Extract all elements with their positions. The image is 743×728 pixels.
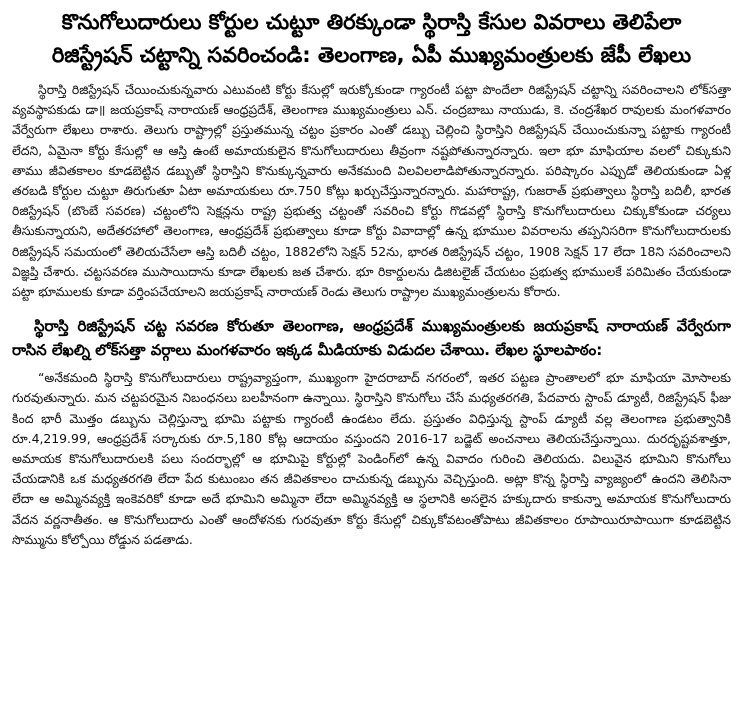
headline-line-2: రిజిస్ట్రేషన్ చట్టాన్ని సవరించండి: తెలంగాణ, ఏపీ ముఖ్యమంత్రులకు జేపీ లేఖలు	[51, 43, 692, 67]
article-headline	[12, 6, 731, 72]
letter-quote-paragraph: “అనేకమంది స్థిరాస్తి కొనుగోలుదారులు రాష్ట్రవ్యాప్తంగా, ముఖ్యంగా హైదరాబాద్ నగరంలో, ఇతర పట్టణ ప్రాంతాలలో భూ మాఫియా మోసాలకు గురవుతున్నారు. మన చట్టపరమైన నిబంధనలు బలహీనంగా ఉన్నాయి. స్థిరాస్తిని కొనుగోలు చేసే మధ్యతరగతి, పేదవారు స్టాంప్ డ్యూటీ, రిజిస్ట్రేషన్ ఫీజు కింద భారీ మొత్తం డబ్బును చెల్లిస్తున్నా భూమి పట్టాకు గ్యారంటీ ఉండటం లేదు. ప్రస్తుతం విధిస్తున్న స్టాంప్ డ్యూటీ వల్ల తెలంగాణ ప్రభుత్వానికి రూ.4,219.99, ఆంధ్రప్రదేశ్ సర్కారుకు రూ.5,180 కోట్ల ఆదాయం వస్తుందని 2016-17 బడ్జెట్ అంచనాలు తెలియచేస్తున్నాయి. దురదృష్టవశాత్తూ, అమాయక కొనుగోలుదారులకి పలు సందర్భాల్లో ఆ భూమిపై కోర్టుల్లో పెండింగ్‌లో ఉన్న వివాదం గురించి తెలియదు. విలువైన భూమిని కొనుగోలు చేయడానికి ఒక మధ్యతరగతి లేదా పేద కుటుంబం తన జీవితకాలం దాచుకున్న డబ్బును వెచ్చిస్తుంది. అట్లా కొన్న స్థిరాస్తి వ్యాజ్యంలో ఉందని తెలిసినా లేదా ఆ అమ్మినవ్యక్తి ఇంకెవరికో కూడా అదే భూమిని అమ్మినా లేదా అమ్మినవ్యక్తి ఆ స్థలానికి అసలైన హక్కుదారు కాకున్నా అమాయక కొనుగోలుదారు వేదన వర్ణనాతీతం. ఆ కొనుగోలుదారు ఎంతో ఆందోళనకు గురవుతూ కోర్టు కేసుల్లో చిక్కుకోవటంతోపాటు జీవితకాలం రూపాయిరూపాయిగా కూడబెట్టిన సొమ్మును కోల్పోయి రోడ్డున పడతాడు.	[12, 370, 731, 547]
intro-paragraph: స్థిరాస్తి రిజిస్ట్రేషన్ చేయించుకున్నవారు ఎటువంటి కోర్టు కేసుల్లో ఇరుక్కోకుండా గ్యారంటీ పట్టా పొందేలా రిజిస్ట్రేషన్ చట్టాన్ని సవరించాలని లోక్‌సత్తా వ్యవస్థాపకుడు డా॥ జయప్రకాష్ నారాయణ్ ఆంధ్రప్రదేశ్, తెలంగాణ ముఖ్యమంత్రులు ఎన్. చంద్రబాబు నాయుడు, కె. చంద్రశేఖర రావులకు మంగళవారం వేర్వేరుగా లేఖలు రాశారు. తెలుగు రాష్ట్రాల్లో ప్రస్తుతమున్న చట్టం ప్రకారం ఎంతో డబ్బు చెల్లించి స్థిరాస్తిని రిజిస్ట్రేషన్ చేయించుకున్నా పట్టాకు గ్యారంటీ లేదని, ఏమైనా కోర్టు కేసుల్లో ఆ ఆస్తి ఉంటే అమాయకులైన కొనుగోలుదారులు తీవ్రంగా నష్టపోతున్నారన్నారు. ఇలా భూ మాఫియాల వలలో చిక్కుకుని తాము జీవితకాలం కూడబెట్టిన డబ్బుతో స్థిరాస్తిని కొనుక్కున్నవారు అనేకమంది విలవిలలాడిపోతున్నారన్నారు. పరిష్కారం ఎప్పుడో తెలియకుండా ఏళ్ల తరబడి కోర్టుల చుట్టూ తిరుగుతూ ఏటా అమాయకులు రూ.750 కోట్లు ఖర్చుచేస్తున్నారన్నారు. మహారాష్ట్ర, గుజరాత్ ప్రభుత్వాలు స్థిరాస్తి బదిలీ, భారత రిజిస్ట్రేషన్ (బొంబే సవరణ) చట్టంలోని సెక్షన్లను రాష్ట్ర ప్రభుత్వ చట్టంతో సవరించి కోర్టు గొడవల్లో స్థిరాస్తి కొనుగోలుదారులు చిక్కుకోకుండా చర్యలు తీసుకున్నాయని, అదేతరహాలో తెలంగాణ, ఆంధ్రప్రదేశ్ ప్రభుత్వాలు కూడా కోర్టు వివాదాల్లో ఉన్న భూముల వివరాలను తప్పనిసరిగా కొనుగోలుదారులకు రిజిస్ట్రేషన్ సమయంలో తెలియచేసేలా ఆస్తి బదిలీ చట్టం, 1882లోని సెక్షన్ 52ను, భారత రిజిస్ట్రేషన్ చట్టం, 1908 సెక్షన్ 17 లేదా 18ని సవరించాలని విజ్ఞప్తి చేశారు. చట్టసవరణ ముసాయిదాను కూడా లేఖలకు జత చేశారు. భూ రికార్డులను డిజిటలైజ్ చేయటం ప్రభుత్వ భూములకే పరిమితం చేయకుండా పట్టా భూములకు కూడా వర్తింపచేయాలని జయప్రకాష్ నారాయణ్ రెండు తెలుగు రాష్ట్రాల ముఖ్యమంత్రులను కోరారు.	[12, 82, 731, 300]
headline-line-1: కొనుగోలుదారులు కోర్టుల చుట్టూ తిరక్కుండా స్థిరాస్తి కేసుల వివరాలు తెలిపేలా	[61, 10, 682, 34]
section-subheading: స్థిరాస్తి రిజిస్ట్రేషన్ చట్ట సవరణ కోరుతూ తెలంగాణ, ఆంధ్రప్రదేశ్ ముఖ్యమంత్రులకు జయప్రకాష్ నారాయణ్ వేర్వేరుగా రాసిన లేఖల్ని లోక్‌సత్తా వర్గాలు మంగళవారం ఇక్కడ మీడియాకు విడుదల చేశాయి. లేఖల స్థూలపాఠం:	[12, 317, 731, 360]
